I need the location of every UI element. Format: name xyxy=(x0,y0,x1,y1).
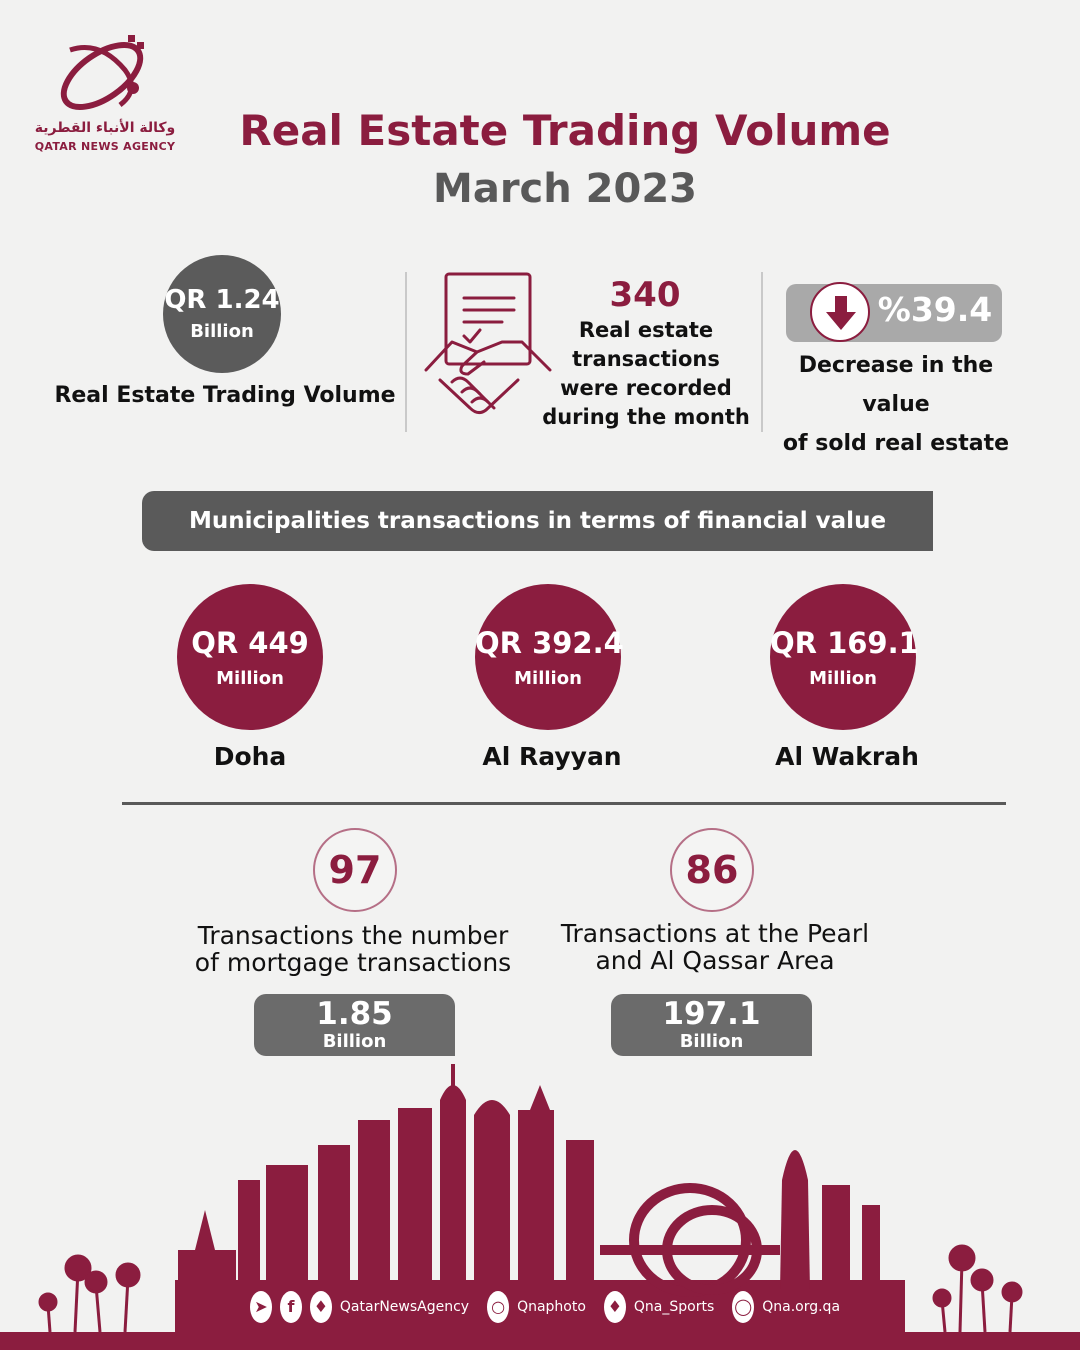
decrease-text xyxy=(770,346,1022,463)
al-wakrah-unit: Million xyxy=(809,668,877,689)
pearl-text xyxy=(540,920,890,974)
page-title: Real Estate Trading Volume xyxy=(239,106,891,155)
volume-badge xyxy=(163,255,281,373)
mortgage-text xyxy=(170,922,536,976)
mortgage-value-tab xyxy=(254,994,455,1056)
volume-unit: Billion xyxy=(190,321,254,342)
twitter-icon[interactable]: ♦ xyxy=(310,1291,332,1323)
transactions-text xyxy=(540,316,752,432)
transactions-line: Real estate xyxy=(578,318,714,342)
pearl-count: 86 xyxy=(670,828,754,912)
mortgage-value: 1.85 xyxy=(316,996,393,1032)
pearl-line: and Al Qassar Area xyxy=(595,946,835,975)
section-divider xyxy=(122,802,1006,805)
telegram-icon[interactable]: ➤ xyxy=(250,1291,272,1323)
al-wakrah-badge xyxy=(770,584,919,730)
pearl-unit: Billion xyxy=(679,1031,744,1052)
volume-value: QR 1.24 xyxy=(164,285,280,315)
social-handle[interactable]: QatarNewsAgency xyxy=(339,1299,470,1315)
mortgage-line: of mortgage transactions xyxy=(194,948,512,977)
pearl-value: 197.1 xyxy=(662,996,761,1032)
facebook-icon[interactable]: f xyxy=(280,1291,302,1323)
al-wakrah-value: QR 169.1 xyxy=(770,626,919,660)
al-rayyan-badge xyxy=(475,584,624,730)
decrease-value: %39.4 xyxy=(877,290,993,329)
divider xyxy=(761,272,763,432)
instagram-icon[interactable]: ○ xyxy=(487,1291,509,1323)
doha-name: Doha xyxy=(213,742,287,771)
pearl-value-tab xyxy=(611,994,812,1056)
mortgage-unit: Billion xyxy=(322,1031,387,1052)
globe-icon[interactable]: ◯ xyxy=(732,1291,754,1323)
logo-arabic-text: وكالة الأنباء القطرية xyxy=(34,120,176,136)
volume-label: Real Estate Trading Volume xyxy=(54,383,396,408)
doha-value: QR 449 xyxy=(191,626,309,660)
al-rayyan-unit: Million xyxy=(514,668,582,689)
al-rayyan-name: Al Rayyan xyxy=(482,742,622,771)
divider xyxy=(405,272,407,432)
mortgage-line: Transactions the number xyxy=(197,921,509,950)
twitter-icon[interactable]: ♦ xyxy=(604,1291,626,1323)
logo-english-text: QATAR NEWS AGENCY xyxy=(34,140,176,153)
handshake-contract-icon xyxy=(422,270,554,425)
pearl-line: Transactions at the Pearl xyxy=(560,919,870,948)
arrow-down-icon xyxy=(824,294,858,332)
transactions-count: 340 xyxy=(609,275,681,315)
mortgage-count: 97 xyxy=(313,828,397,912)
decrease-line: Decrease in the value xyxy=(798,353,994,417)
transactions-line: during the month xyxy=(542,405,750,429)
doha-badge xyxy=(177,584,323,730)
transactions-line: were recorded xyxy=(560,376,732,400)
website-link[interactable]: Qna.org.qa xyxy=(762,1299,841,1315)
municipalities-heading: Municipalities transactions in terms of financial value xyxy=(142,491,933,551)
al-wakrah-name: Al Wakrah xyxy=(775,742,919,771)
al-rayyan-value: QR 392.4 xyxy=(475,626,624,660)
social-handle[interactable]: Qna_Sports xyxy=(633,1299,715,1315)
decrease-line: of sold real estate xyxy=(782,431,1010,456)
social-handle[interactable]: Qnaphoto xyxy=(517,1299,586,1315)
page-subtitle: March 2023 xyxy=(433,166,697,212)
social-bar xyxy=(250,1290,850,1324)
decrease-icon-circle xyxy=(810,282,870,342)
transactions-line: transactions xyxy=(572,347,720,371)
doha-unit: Million xyxy=(216,668,284,689)
